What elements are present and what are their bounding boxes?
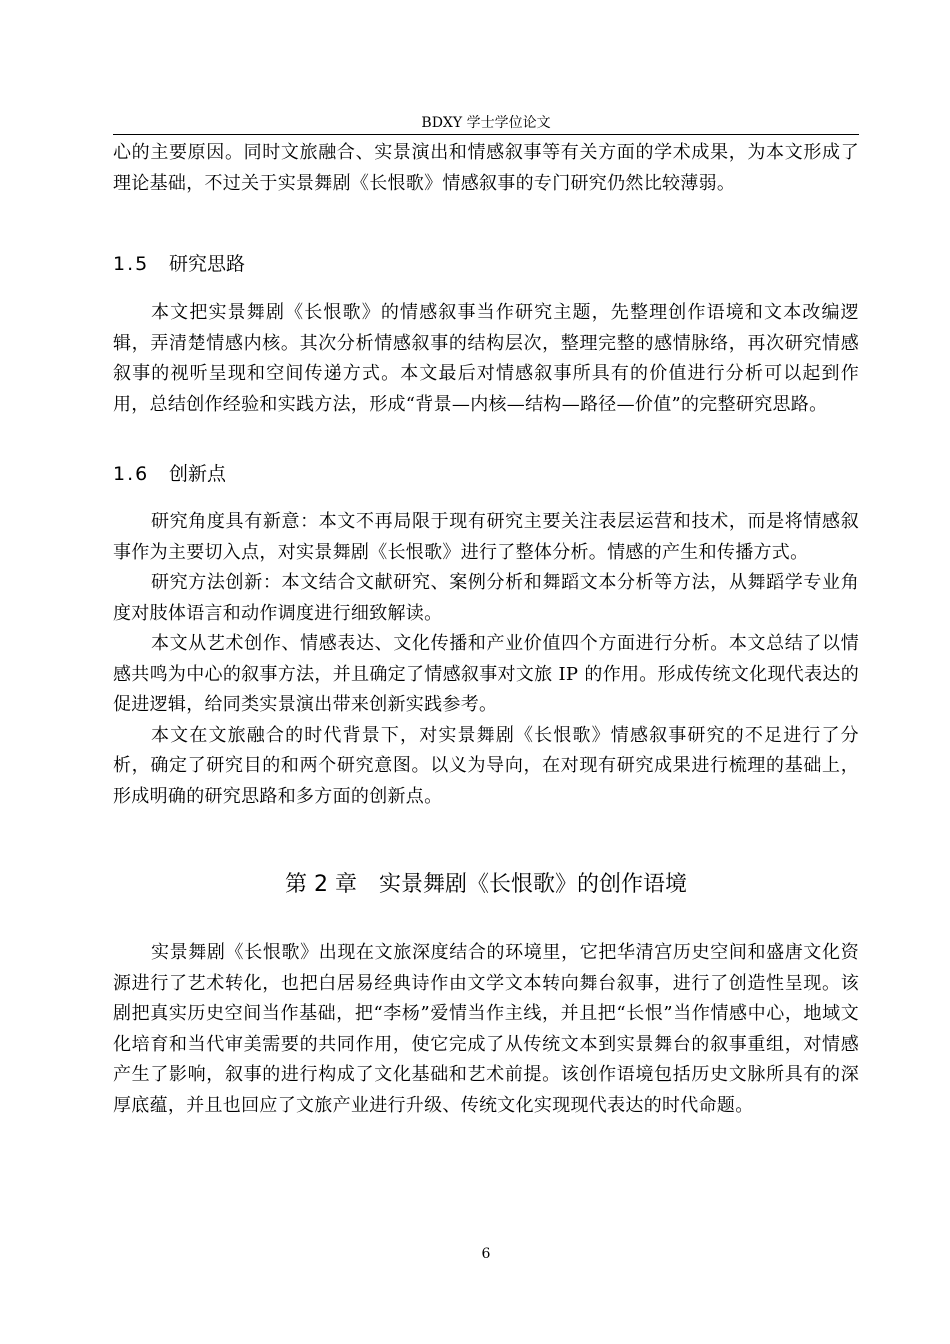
section-1-6-paragraph-1: 研究角度具有新意：本文不再局限于现有研究主要关注表层运营和技术，而是将情感叙事作为主要切入点，对实景舞剧《长恨歌》进行了整体分析。情感的产生和传播方式。 <box>113 511 859 563</box>
section-1-5-paragraph: 本文把实景舞剧《长恨歌》的情感叙事当作研究主题，先整理创作语境和文本改编逻辑，弄清楚情感内核。其次分析情感叙事的结构层次，整理完整的感情脉络，再次研究情感叙事的视听呈现和空间传递方式。本文最后对情感叙事所具有的价值进行分析可以起到作用，总结创作经验和实践方法，形成“背景—内核—结构—路径—价值”的完整研究思路。 <box>113 302 859 415</box>
header-rule <box>113 134 859 135</box>
chapter-heading <box>113 868 859 902</box>
page-content <box>113 138 859 1121</box>
running-header: BDXY 学士学位论文 <box>421 115 551 131</box>
section-1-6-paragraph-3: 本文从艺术创作、情感表达、文化传播和产业价值四个方面进行分析。本文总结了以情感共鸣为中心的叙事方法，并且确定了情感叙事对文旅 IP 的作用。形成传统文化现代表达的促进逻辑，给同类实景演出带来创新实践参考。 <box>113 633 859 715</box>
chapter-title: 实景舞剧《长恨歌》的创作语境 <box>378 872 687 897</box>
chapter-label: 第 2 章 <box>285 872 357 897</box>
intro-paragraph: 心的主要原因。同时文旅融合、实景演出和情感叙事等有关方面的学术成果，为本文形成了理论基础，不过关于实景舞剧《长恨歌》情感叙事的专门研究仍然比较薄弱。 <box>113 142 859 194</box>
section-title: 创新点 <box>169 463 227 485</box>
section-1-6-paragraph-2: 研究方法创新：本文结合文献研究、案例分析和舞蹈文本分析等方法，从舞蹈学专业角度对肢体语言和动作调度进行细致解读。 <box>113 572 859 624</box>
section-number: 1.5 <box>113 253 150 275</box>
section-title: 研究思路 <box>169 253 246 275</box>
section-heading-1-5 <box>113 249 859 279</box>
section-1-6-paragraph-4: 本文在文旅融合的时代背景下，对实景舞剧《长恨歌》情感叙事研究的不足进行了分析，确定了研究目的和两个研究意图。以义为导向，在对现有研究成果进行梳理的基础上，形成明确的研究思路和多方面的创新点。 <box>113 724 859 807</box>
section-heading-1-6 <box>113 459 859 489</box>
page-number: 6 <box>481 1246 491 1262</box>
section-number: 1.6 <box>113 463 150 485</box>
chapter-2-paragraph: 实景舞剧《长恨歌》出现在文旅深度结合的环境里，它把华清宫历史空间和盛唐文化资源进行了艺术转化，也把白居易经典诗作由文学文本转向舞台叙事，进行了创造性呈现。该剧把真实历史空间当作基础，把“李杨”爱情当作主线，并且把“长恨”当作情感中心，地域文化培育和当代审美需要的共同作用，使它完成了从传统文本到实景舞台的叙事重组，对情感产生了影响，叙事的进行构成了文化基础和艺术前提。该创作语境包括历史文脉所具有的深厚底蕴，并且也回应了文旅产业进行升级、传统文化实现现代表达的时代命题。 <box>113 942 859 1116</box>
